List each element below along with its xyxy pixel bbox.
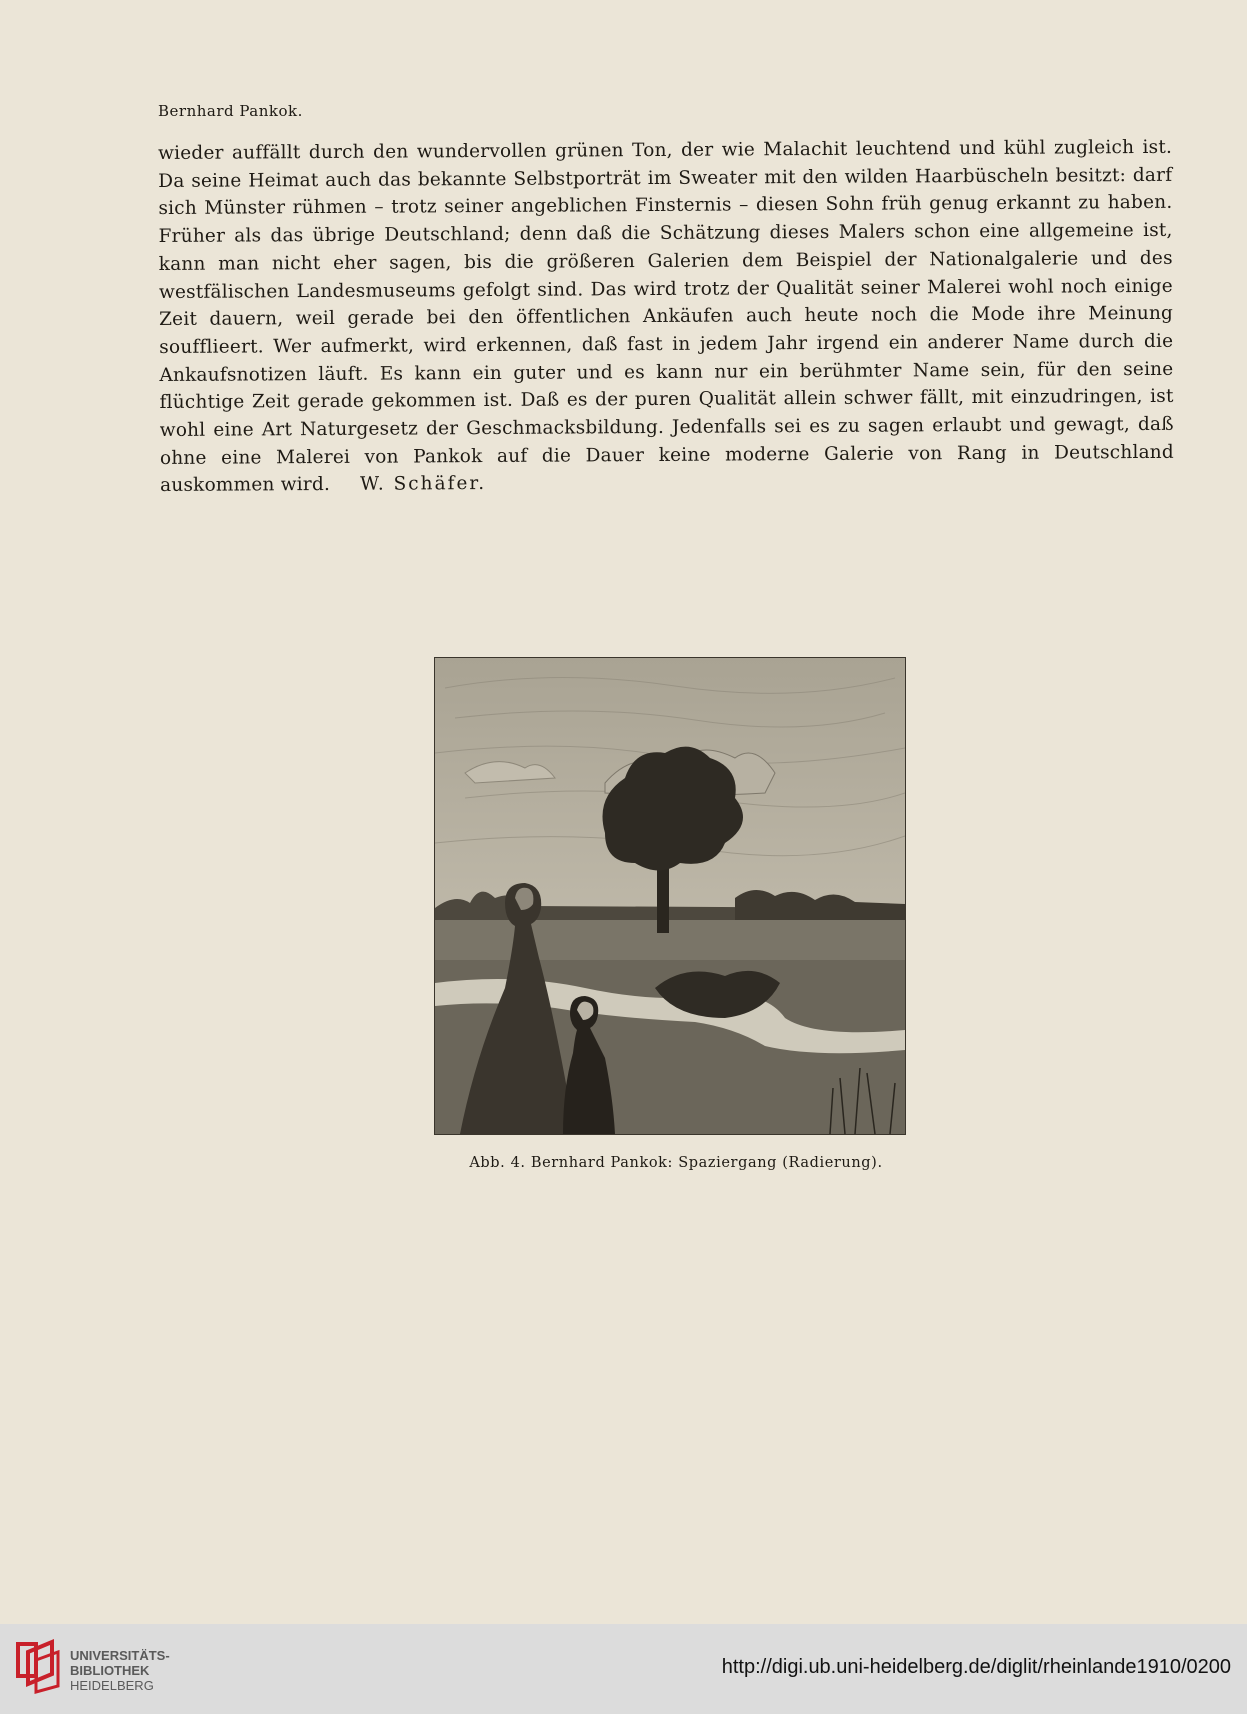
library-logo-text (70, 1648, 170, 1693)
landscape-etching-illustration (435, 658, 905, 1134)
running-head: Bernhard Pankok. (158, 102, 303, 120)
permalink-url[interactable]: http://digi.ub.uni-heidelberg.de/diglit/rheinlande1910/0200 (721, 1656, 1231, 1678)
etching-image (435, 658, 905, 1134)
logo-line-2: BIBLIOTHEK (70, 1663, 150, 1678)
figure-caption: Abb. 4. Bernhard Pankok: Spaziergang (Radierung). (469, 1155, 883, 1171)
author-signature: W. Schäfer. (359, 473, 487, 496)
logo-line-1: UNIVERSITÄTS- (70, 1648, 170, 1663)
article-text: wieder auffällt durch den wundervollen grünen Ton, der wie Malachit leuchtend und kühl zugleich ist. Da seine Heimat auch das bekannte Selbstporträt im Sweater mit den wilden Haarbüscheln besitzt: darf sich Münster rühmen – trotz seiner angeblichen Finsternis – diesen Sohn früh genug erkannt zu haben. Früher als das übrige Deutschland; denn daß die Schätzung dieses Malers schon eine allgemeine ist, kann man nicht eher sagen, bis die größeren Galerien dem Beispiel der Nationalgalerie und des westfälischen Landesmuseums gefolgt sind. Das wird trotz der Qualität seiner Malerei wohl noch einige Zeit dauern, weil gerade bei den öffentlichen Ankäufen auch heute noch die Mode ihre Meinung soufflieert. Wer aufmerkt, wird erkennen, daß fast in jedem Jahr irgend ein anderer Name durch die Ankaufsnotizen läuft. Es kann ein guter und es kann nur ein berühmter Name sein, für den seine flüchtige Zeit gerade gekommen ist. Daß es der puren Qualität allein schwer fällt, mit einzudringen, ist wohl eine Art Naturgesetz der Geschmacksbildung. Jedenfalls sei es zu sagen erlaubt und gewagt, daß ohne eine Malerei von Pankok auf die Dauer keine moderne Galerie von Rang in Deutschland auskommen wird. (158, 136, 1174, 497)
article-body (158, 134, 1174, 500)
library-logo-icon (14, 1638, 64, 1699)
footer-bar (0, 1624, 1247, 1714)
logo-line-3: HEIDELBERG (70, 1678, 154, 1693)
